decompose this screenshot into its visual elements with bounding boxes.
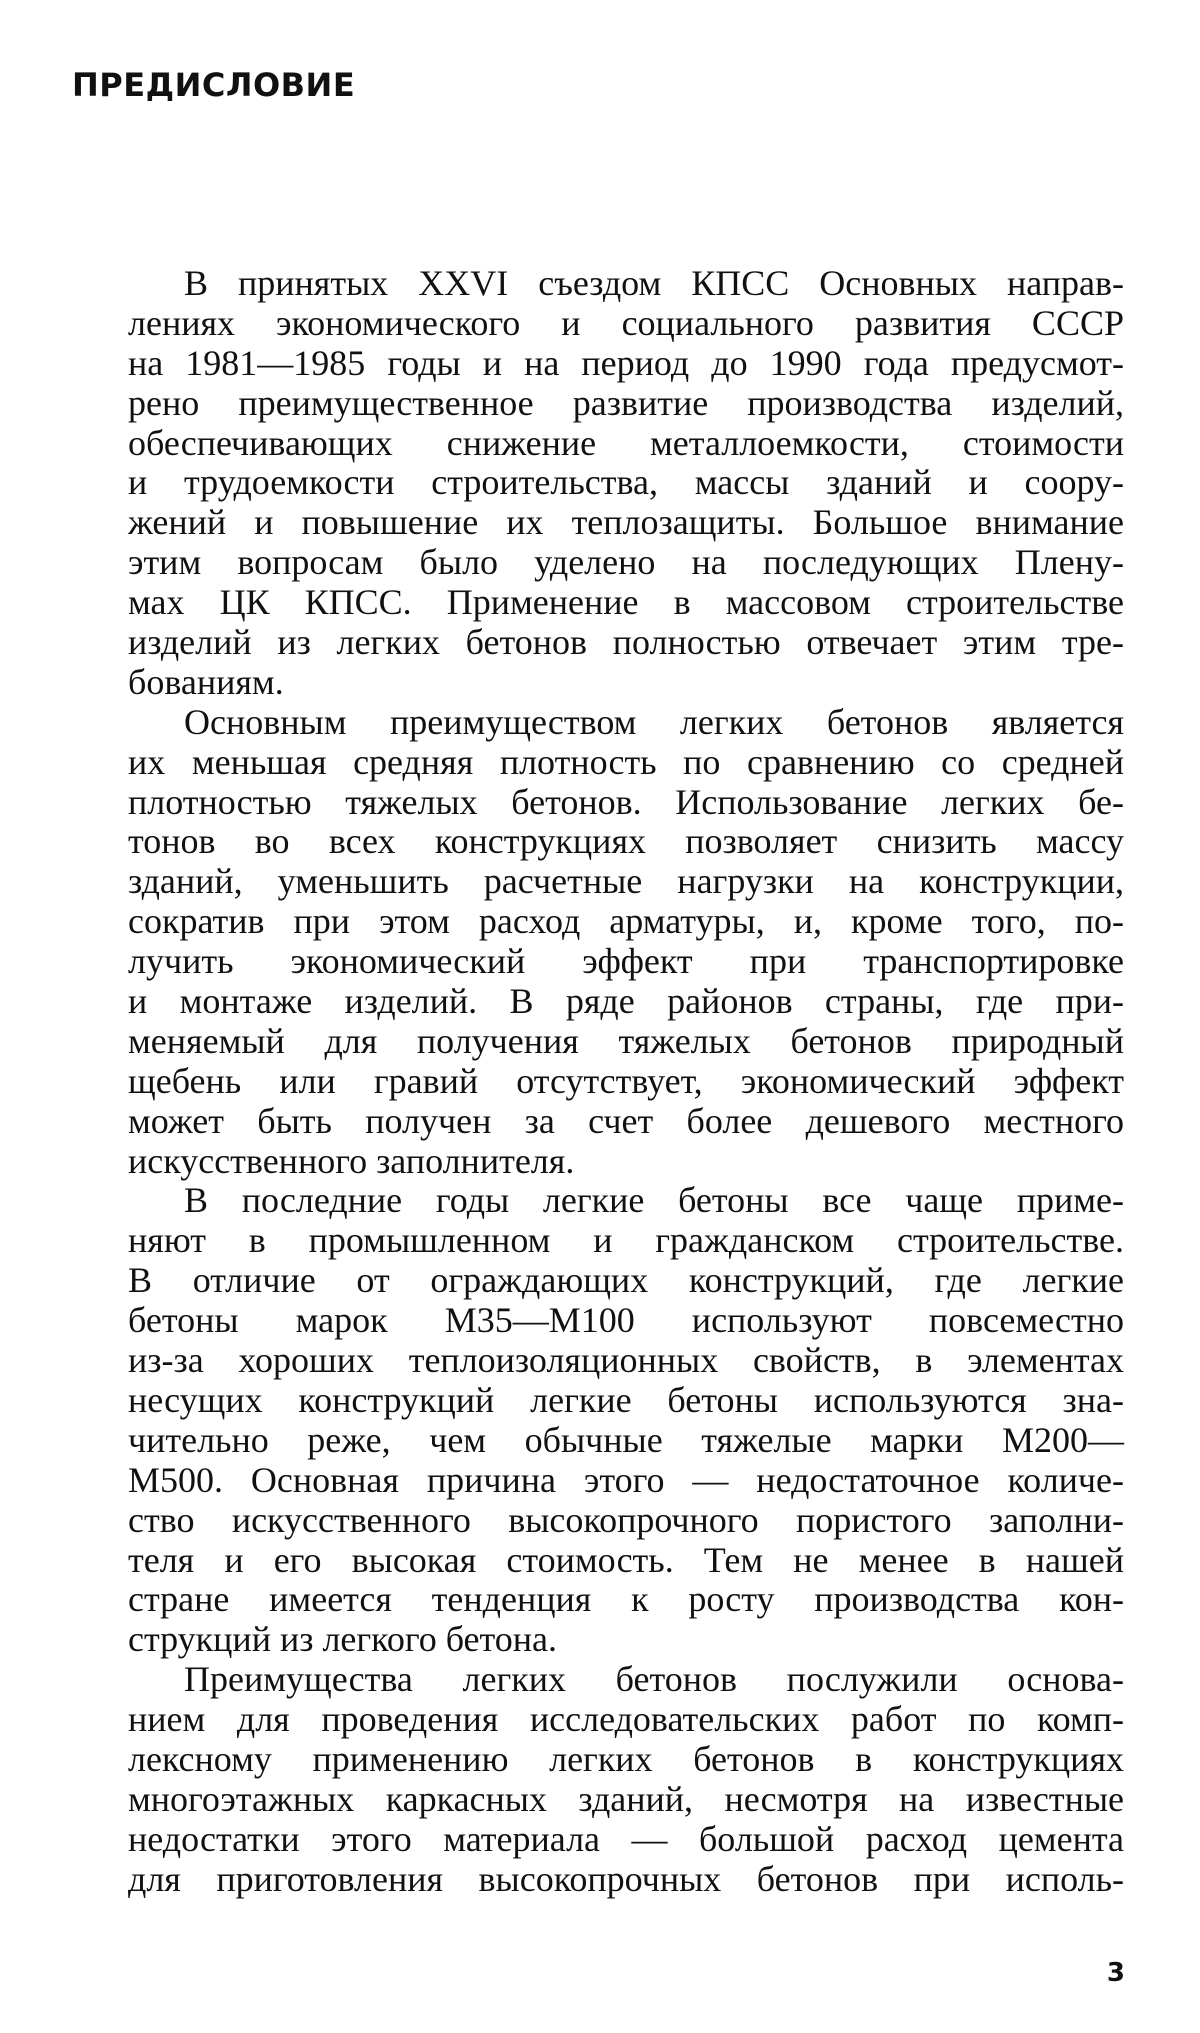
text-line: зданий, уменьшить расчетные нагрузки на конструкции, [128, 861, 1124, 902]
text-line: В принятых XXVI съездом КПСС Основных направ- [184, 263, 1124, 303]
text-line: и монтаже изделий. В ряде районов страны, где при- [128, 981, 1124, 1022]
text-line: многоэтажных каркасных зданий, несмотря на известные [128, 1778, 1124, 1819]
text-line: В отличие от ограждающих конструкций, где легкие [128, 1260, 1124, 1301]
text-line: лениях экономического и социального развития СССР [128, 302, 1124, 343]
text-line: обеспечивающих снижение металлоемкости, стоимости [128, 422, 1124, 463]
text-line: щебень или гравий отсутствует, экономический эффект [128, 1060, 1124, 1101]
text-line: несущих конструкций легкие бетоны используются зна- [128, 1379, 1124, 1420]
text-line: сократив при этом расход арматуры, и, кроме того, по- [128, 901, 1124, 942]
chapter-heading: ПРЕДИСЛОВИЕ [72, 66, 356, 104]
text-line: Преимущества легких бетонов послужили основа- [184, 1659, 1124, 1700]
text-line: мах ЦК КПСС. Применение в массовом строительстве [128, 582, 1124, 623]
paragraph-1 [72, 264, 1124, 703]
text-line: может быть получен за счет более дешевого местного [128, 1100, 1124, 1141]
body-text [72, 264, 1124, 1900]
text-line: теля и его высокая стоимость. Тем не менее в нашей [128, 1539, 1124, 1580]
text-line: чительно реже, чем обычные тяжелые марки М200— [128, 1419, 1124, 1460]
text-line: меняемый для получения тяжелых бетонов природный [128, 1020, 1124, 1061]
paragraph-3 [72, 1181, 1124, 1660]
text-line: недостатки этого материала — большой расход цемента [128, 1818, 1124, 1859]
text-line: рено преимущественное развитие производства изделий, [128, 382, 1124, 423]
text-line: этим вопросам было уделено на последующих Плену- [128, 542, 1124, 583]
text-line: на 1981—1985 годы и на период до 1990 года предусмот- [128, 342, 1124, 383]
text-line: тонов во всех конструкциях позволяет снизить массу [128, 821, 1124, 862]
text-line: бованиям. [128, 661, 284, 702]
text-line: стране имеется тенденция к росту производства кон- [128, 1579, 1124, 1620]
text-line: лексному применению легких бетонов в конструкциях [128, 1738, 1124, 1779]
text-line: струкций из легкого бетона. [128, 1619, 558, 1660]
paragraph-2 [72, 703, 1124, 1182]
text-line: изделий из легких бетонов полностью отвечает этим тре- [128, 622, 1124, 663]
text-line: Основным преимуществом легких бетонов является [184, 701, 1124, 742]
text-line: М500. Основная причина этого — недостаточное количе- [128, 1459, 1124, 1500]
text-line: из-за хороших теплоизоляционных свойств, в элементах [128, 1340, 1124, 1381]
text-line: для приготовления высокопрочных бетонов при исполь- [128, 1858, 1124, 1899]
text-line: нием для проведения исследовательских работ по комп- [128, 1699, 1124, 1740]
text-line: плотностью тяжелых бетонов. Использование легких бе- [128, 781, 1124, 822]
paragraph-4 [72, 1660, 1124, 1899]
page-number: 3 [1106, 1958, 1125, 1988]
text-line: В последние годы легкие бетоны все чаще приме- [184, 1180, 1124, 1221]
text-line: лучить экономический эффект при транспортировке [128, 941, 1124, 982]
text-line: их меньшая средняя плотность по сравнению со средней [128, 741, 1124, 782]
text-line: искусственного заполнителя. [128, 1140, 575, 1181]
text-line: няют в промышленном и гражданском строительстве. [128, 1220, 1124, 1261]
text-line: бетоны марок М35—М100 используют повсеместно [128, 1300, 1124, 1341]
text-line: жений и повышение их теплозащиты. Большое внимание [128, 502, 1124, 543]
text-line: ство искусственного высокопрочного пористого заполни- [128, 1499, 1124, 1540]
text-line: и трудоемкости строительства, массы зданий и соору- [128, 462, 1124, 503]
